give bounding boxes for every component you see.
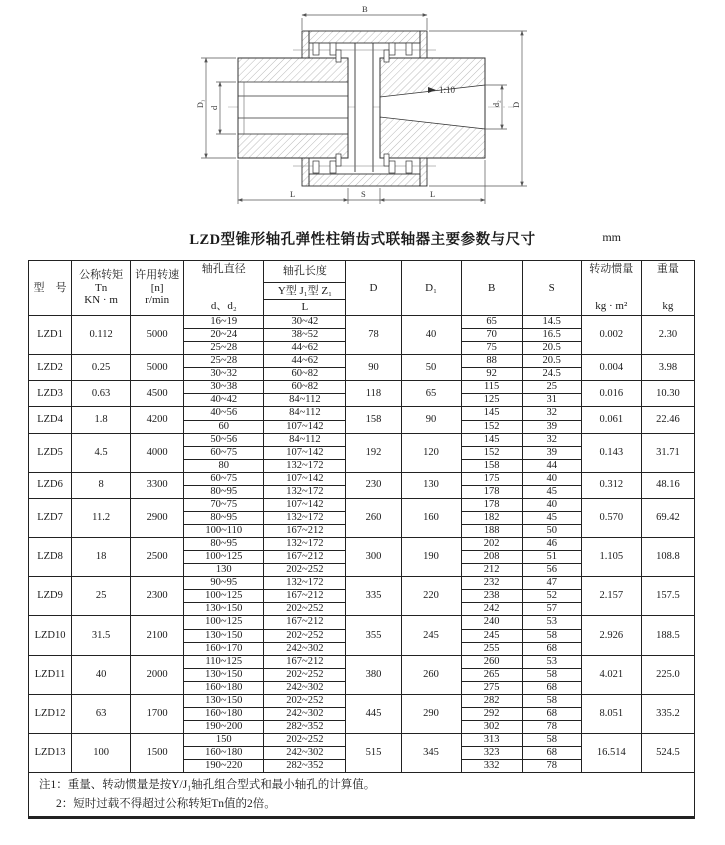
weight-cell: 188.5	[641, 616, 694, 655]
model-cell: LZD7	[29, 498, 72, 537]
speed-cell: 2100	[131, 616, 184, 655]
bore-length-cell: 84~112	[264, 394, 346, 407]
speed-cell: 4200	[131, 407, 184, 433]
dim-d-cell: 355	[346, 616, 401, 655]
header-weight-cn: 重量	[656, 263, 679, 275]
dim-s-cell: 20.5	[522, 355, 581, 368]
dim-d-cell: 158	[346, 407, 401, 433]
inertia-cell: 16.514	[581, 734, 641, 773]
dimension-d-bore	[216, 82, 236, 134]
dim-b-cell: 178	[461, 485, 522, 498]
dim-d-cell: 300	[346, 538, 401, 577]
dim-d1-cell: 130	[401, 472, 461, 498]
dim-b-cell: 302	[461, 720, 522, 733]
bore-length-cell: 84~112	[264, 407, 346, 420]
weight-cell: 2.30	[641, 316, 694, 355]
dim-b-cell: 92	[461, 368, 522, 381]
dim-s-cell: 58	[522, 629, 581, 642]
torque-cell: 0.63	[72, 381, 131, 407]
torque-cell: 11.2	[72, 498, 131, 537]
bore-diameter-cell: 190~220	[184, 760, 264, 773]
bore-diameter-cell: 130~150	[184, 629, 264, 642]
header-speed-sym: [n]	[150, 281, 164, 294]
model-cell: LZD5	[29, 433, 72, 472]
dim-s-cell: 39	[522, 420, 581, 433]
dim-b-cell: 238	[461, 590, 522, 603]
bore-diameter-cell: 190~200	[184, 720, 264, 733]
model-cell: LZD13	[29, 734, 72, 773]
dim-d1-label: D₁	[196, 99, 205, 108]
dim-d-cell: 335	[346, 577, 401, 616]
notes-cell	[29, 773, 695, 818]
weight-cell: 69.42	[641, 498, 694, 537]
header-torque-cn: 公称转矩	[79, 269, 124, 282]
dim-b-cell: 175	[461, 472, 522, 485]
bore-diameter-cell: 16~19	[184, 316, 264, 329]
dim-s-cell: 25	[522, 381, 581, 394]
dim-d1-cell: 120	[401, 433, 461, 472]
torque-cell: 4.5	[72, 433, 131, 472]
model-cell: LZD1	[29, 316, 72, 355]
inertia-cell: 0.061	[581, 407, 641, 433]
bore-diameter-cell: 20~24	[184, 329, 264, 342]
bore-diameter-cell: 160~170	[184, 642, 264, 655]
dim-b-cell: 275	[461, 681, 522, 694]
model-cell: LZD11	[29, 655, 72, 694]
table-row	[29, 381, 695, 394]
bore-diameter-cell: 80~95	[184, 485, 264, 498]
header-dim-b: B	[461, 261, 522, 316]
dim-s-cell: 57	[522, 603, 581, 616]
dimension-b	[302, 15, 427, 30]
dim-l-left-label: L	[290, 189, 296, 199]
header-dim-d: D	[346, 261, 401, 316]
dim-b-cell: 188	[461, 525, 522, 538]
dim-d-cell: 515	[346, 734, 401, 773]
bore-diameter-cell: 160~180	[184, 707, 264, 720]
dim-d-bore-label: d	[209, 105, 219, 110]
dim-b-cell: 182	[461, 511, 522, 524]
dim-b-cell: 332	[461, 760, 522, 773]
bore-diameter-cell: 60	[184, 420, 264, 433]
dim-d1-cell: 260	[401, 655, 461, 694]
weight-cell: 225.0	[641, 655, 694, 694]
table-header	[29, 261, 695, 316]
dim-s-cell: 44	[522, 459, 581, 472]
header-bore-length: 轴孔长度	[264, 261, 346, 283]
header-bore-diameter-cn: 轴孔直径	[201, 263, 246, 275]
table-row	[29, 577, 695, 590]
dim-d1-cell: 65	[401, 381, 461, 407]
bore-diameter-cell: 60~75	[184, 446, 264, 459]
bore-length-cell: 202~252	[264, 629, 346, 642]
header-torque	[72, 261, 131, 316]
weight-cell: 108.8	[641, 538, 694, 577]
dim-s-cell: 53	[522, 655, 581, 668]
dim-d1-cell: 190	[401, 538, 461, 577]
speed-cell: 2000	[131, 655, 184, 694]
center-shaft	[355, 43, 373, 172]
bore-diameter-cell: 40~42	[184, 394, 264, 407]
dim-s-cell: 45	[522, 511, 581, 524]
bore-diameter-cell: 40~56	[184, 407, 264, 420]
table-body	[29, 316, 695, 773]
speed-cell: 1500	[131, 734, 184, 773]
bore-length-cell: 167~212	[264, 551, 346, 564]
bore-length-cell: 167~212	[264, 616, 346, 629]
right-hub	[380, 58, 485, 158]
bore-length-cell: 167~212	[264, 525, 346, 538]
torque-cell: 8	[72, 472, 131, 498]
bore-diameter-cell: 90~95	[184, 577, 264, 590]
dim-b-cell: 152	[461, 446, 522, 459]
model-cell: LZD3	[29, 381, 72, 407]
header-dim-s: S	[522, 261, 581, 316]
model-cell: LZD9	[29, 577, 72, 616]
dim-s-cell: 45	[522, 485, 581, 498]
bore-length-cell: 30~42	[264, 316, 346, 329]
title-row	[0, 228, 725, 254]
bore-length-cell: 132~172	[264, 485, 346, 498]
table-wrap	[28, 260, 725, 819]
header-bore-diameter	[184, 261, 264, 316]
dim-d1-cell: 90	[401, 407, 461, 433]
dim-b-cell: 282	[461, 694, 522, 707]
header-inertia-unit: kg · m²	[595, 300, 628, 313]
dim-s-cell: 68	[522, 681, 581, 694]
bore-diameter-cell: 80	[184, 459, 264, 472]
dim-s-cell: 40	[522, 498, 581, 511]
header-speed	[131, 261, 184, 316]
header-speed-unit: r/min	[145, 294, 170, 307]
dim-d1-cell: 245	[401, 616, 461, 655]
torque-cell: 40	[72, 655, 131, 694]
dim-b-cell: 145	[461, 433, 522, 446]
dim-s-cell: 32	[522, 407, 581, 420]
dim-b-cell: 245	[461, 629, 522, 642]
weight-cell: 157.5	[641, 577, 694, 616]
dim-b-cell: 152	[461, 420, 522, 433]
coupling-drawing-svg	[180, 0, 560, 216]
bore-length-cell: 202~252	[264, 603, 346, 616]
bore-length-cell: 60~82	[264, 368, 346, 381]
model-cell: LZD10	[29, 616, 72, 655]
dim-s-cell: 78	[522, 760, 581, 773]
dim-s-cell: 51	[522, 551, 581, 564]
speed-cell: 2300	[131, 577, 184, 616]
bore-diameter-cell: 60~75	[184, 472, 264, 485]
table-notes	[29, 773, 695, 818]
inertia-cell: 0.016	[581, 381, 641, 407]
bore-length-cell: 202~252	[264, 694, 346, 707]
torque-cell: 31.5	[72, 616, 131, 655]
dim-b-cell: 70	[461, 329, 522, 342]
inertia-cell: 0.004	[581, 355, 641, 381]
dim-s-cell: 32	[522, 433, 581, 446]
weight-cell: 335.2	[641, 694, 694, 733]
dim-b-cell: 292	[461, 707, 522, 720]
dim-d-cell: 260	[346, 498, 401, 537]
inertia-cell: 2.926	[581, 616, 641, 655]
weight-cell: 3.98	[641, 355, 694, 381]
torque-cell: 1.8	[72, 407, 131, 433]
torque-cell: 0.112	[72, 316, 131, 355]
dim-b-cell: 232	[461, 577, 522, 590]
torque-cell: 25	[72, 577, 131, 616]
bore-diameter-cell: 100~125	[184, 616, 264, 629]
bore-diameter-cell: 25~28	[184, 355, 264, 368]
dim-s-cell: 78	[522, 720, 581, 733]
dim-b-cell: 125	[461, 394, 522, 407]
inertia-cell: 4.021	[581, 655, 641, 694]
dim-s-cell: 20.5	[522, 342, 581, 355]
weight-cell: 31.71	[641, 433, 694, 472]
dim-s-cell: 47	[522, 577, 581, 590]
table-row	[29, 355, 695, 368]
dim-d-cell: 118	[346, 381, 401, 407]
bore-diameter-cell: 30~38	[184, 381, 264, 394]
torque-cell: 18	[72, 538, 131, 577]
table-row	[29, 538, 695, 551]
dim-d-cell: 192	[346, 433, 401, 472]
bore-diameter-cell: 100~110	[184, 525, 264, 538]
model-cell: LZD8	[29, 538, 72, 577]
inertia-cell: 0.312	[581, 472, 641, 498]
speed-cell: 5000	[131, 316, 184, 355]
note-1: 注1：重量、转动惯量是按Y/J₁轴孔组合型式和最小轴孔的计算值。	[39, 779, 376, 792]
dim-d-cell: 380	[346, 655, 401, 694]
dim-b-cell: 260	[461, 655, 522, 668]
bore-length-cell: 132~172	[264, 577, 346, 590]
dim-s-cell: 31	[522, 394, 581, 407]
table-row	[29, 316, 695, 329]
bore-length-cell: 84~112	[264, 433, 346, 446]
dim-s-label: S	[361, 189, 366, 199]
dim-s-cell: 58	[522, 734, 581, 747]
dim-b-cell: 65	[461, 316, 522, 329]
bore-diameter-cell: 160~180	[184, 681, 264, 694]
dim-d1-cell: 345	[401, 734, 461, 773]
speed-cell: 2900	[131, 498, 184, 537]
header-torque-unit: KN · m	[84, 294, 118, 307]
weight-cell: 10.30	[641, 381, 694, 407]
header-bore-length-types: Y型 J₁型 Z₁	[264, 283, 346, 299]
dim-s-cell: 68	[522, 747, 581, 760]
bore-diameter-cell: 50~56	[184, 433, 264, 446]
bore-diameter-cell: 80~95	[184, 538, 264, 551]
torque-cell: 100	[72, 734, 131, 773]
bore-length-cell: 282~352	[264, 760, 346, 773]
note-2: 2：短时过载不得超过公称转矩Tn值的2倍。	[56, 797, 276, 810]
table-row	[29, 616, 695, 629]
inertia-cell: 0.143	[581, 433, 641, 472]
table-row	[29, 694, 695, 707]
dim-s-cell: 24.5	[522, 368, 581, 381]
dim-d1-cell: 40	[401, 316, 461, 355]
dim-b-cell: 178	[461, 498, 522, 511]
dim-d-cell: 445	[346, 694, 401, 733]
bore-length-cell: 202~252	[264, 668, 346, 681]
table-row	[29, 407, 695, 420]
header-dim-d1: D₁	[401, 261, 461, 316]
bore-length-cell: 107~142	[264, 446, 346, 459]
dim-s-cell: 40	[522, 472, 581, 485]
model-cell: LZD4	[29, 407, 72, 433]
bore-diameter-cell: 70~75	[184, 498, 264, 511]
bore-length-cell: 107~142	[264, 472, 346, 485]
taper-label: 1:10	[439, 85, 456, 95]
dim-b-cell: 212	[461, 564, 522, 577]
dim-s-cell: 16.5	[522, 329, 581, 342]
bore-diameter-cell: 130~150	[184, 603, 264, 616]
speed-cell: 2500	[131, 538, 184, 577]
dim-s-cell: 50	[522, 525, 581, 538]
header-weight	[641, 261, 694, 316]
dim-b-cell: 208	[461, 551, 522, 564]
dim-b-label: B	[362, 4, 368, 14]
table-row	[29, 734, 695, 747]
bore-length-cell: 242~302	[264, 681, 346, 694]
dim-s-cell: 68	[522, 642, 581, 655]
header-speed-cn: 许用转速	[135, 269, 180, 282]
dim-b-cell: 202	[461, 538, 522, 551]
bore-length-cell: 44~62	[264, 355, 346, 368]
dim-b-cell: 75	[461, 342, 522, 355]
dim-b-cell: 265	[461, 668, 522, 681]
bore-diameter-cell: 30~32	[184, 368, 264, 381]
model-cell: LZD6	[29, 472, 72, 498]
bore-length-cell: 282~352	[264, 720, 346, 733]
table-row	[29, 498, 695, 511]
header-inertia	[581, 261, 641, 316]
speed-cell: 1700	[131, 694, 184, 733]
dim-b-cell: 313	[461, 734, 522, 747]
model-cell: LZD12	[29, 694, 72, 733]
weight-cell: 22.46	[641, 407, 694, 433]
unit-label: mm	[602, 230, 621, 244]
dim-s-cell: 52	[522, 590, 581, 603]
bore-length-cell: 242~302	[264, 747, 346, 760]
speed-cell: 3300	[131, 472, 184, 498]
bore-length-cell: 242~302	[264, 707, 346, 720]
dim-b-cell: 115	[461, 381, 522, 394]
dim-b-cell: 158	[461, 459, 522, 472]
bore-length-cell: 132~172	[264, 459, 346, 472]
bore-diameter-cell: 130~150	[184, 668, 264, 681]
bore-diameter-cell: 110~125	[184, 655, 264, 668]
table-row	[29, 433, 695, 446]
bore-length-cell: 60~82	[264, 381, 346, 394]
torque-cell: 63	[72, 694, 131, 733]
dim-d1-cell: 50	[401, 355, 461, 381]
dim-b-cell: 88	[461, 355, 522, 368]
dim-s-cell: 68	[522, 707, 581, 720]
page-title: LZD型锥形轴孔弹性柱销齿式联轴器主要参数与尺寸	[189, 232, 536, 248]
bore-diameter-cell: 25~28	[184, 342, 264, 355]
model-cell: LZD2	[29, 355, 72, 381]
dim-d1-cell: 290	[401, 694, 461, 733]
header-bore-diameter-sym: d、d₂	[210, 300, 237, 313]
torque-cell: 0.25	[72, 355, 131, 381]
inertia-cell: 0.570	[581, 498, 641, 537]
weight-cell: 48.16	[641, 472, 694, 498]
dim-b-cell: 240	[461, 616, 522, 629]
dim-d2-label: d₂	[492, 100, 501, 107]
speed-cell: 4500	[131, 381, 184, 407]
parameters-table	[28, 260, 695, 819]
dim-b-cell: 242	[461, 603, 522, 616]
bore-length-cell: 132~172	[264, 511, 346, 524]
speed-cell: 4000	[131, 433, 184, 472]
dim-b-cell: 145	[461, 407, 522, 420]
header-inertia-cn: 转动惯量	[589, 263, 634, 275]
weight-cell: 524.5	[641, 734, 694, 773]
dim-s-cell: 39	[522, 446, 581, 459]
dim-d-label: D	[511, 101, 521, 108]
bore-diameter-cell: 80~95	[184, 511, 264, 524]
inertia-cell: 1.105	[581, 538, 641, 577]
bore-diameter-cell: 130	[184, 564, 264, 577]
bore-length-cell: 167~212	[264, 655, 346, 668]
header-torque-sym: Tn	[94, 281, 108, 294]
table-row	[29, 655, 695, 668]
dim-b-cell: 323	[461, 747, 522, 760]
bore-length-cell: 242~302	[264, 642, 346, 655]
left-hub	[238, 58, 348, 158]
dim-s-cell: 14.5	[522, 316, 581, 329]
bore-diameter-cell: 150	[184, 734, 264, 747]
dim-s-cell: 58	[522, 694, 581, 707]
bore-diameter-cell: 100~125	[184, 590, 264, 603]
dim-d1-cell: 160	[401, 498, 461, 537]
header-bore-length-L: L	[264, 299, 346, 315]
dim-d-cell: 90	[346, 355, 401, 381]
dim-d-cell: 230	[346, 472, 401, 498]
dim-d-cell: 78	[346, 316, 401, 355]
bore-length-cell: 132~172	[264, 538, 346, 551]
dim-l-right-label: L	[430, 189, 436, 199]
inertia-cell: 2.157	[581, 577, 641, 616]
dim-s-cell: 46	[522, 538, 581, 551]
bore-length-cell: 44~62	[264, 342, 346, 355]
bore-length-cell: 38~52	[264, 329, 346, 342]
coupling-section-drawing	[0, 0, 725, 216]
inertia-cell: 8.051	[581, 694, 641, 733]
header-weight-unit: kg	[662, 300, 674, 313]
dim-b-cell: 255	[461, 642, 522, 655]
dim-d1-cell: 220	[401, 577, 461, 616]
table-row	[29, 472, 695, 485]
bore-length-cell: 167~212	[264, 590, 346, 603]
bore-diameter-cell: 100~125	[184, 551, 264, 564]
bore-length-cell: 107~142	[264, 420, 346, 433]
speed-cell: 5000	[131, 355, 184, 381]
bore-length-cell: 202~252	[264, 734, 346, 747]
inertia-cell: 0.002	[581, 316, 641, 355]
dim-s-cell: 53	[522, 616, 581, 629]
bore-diameter-cell: 130~150	[184, 694, 264, 707]
bore-diameter-cell: 160~180	[184, 747, 264, 760]
bore-length-cell: 107~142	[264, 498, 346, 511]
dim-s-cell: 56	[522, 564, 581, 577]
header-model: 型 号	[29, 261, 72, 316]
dim-s-cell: 58	[522, 668, 581, 681]
bore-length-cell: 202~252	[264, 564, 346, 577]
